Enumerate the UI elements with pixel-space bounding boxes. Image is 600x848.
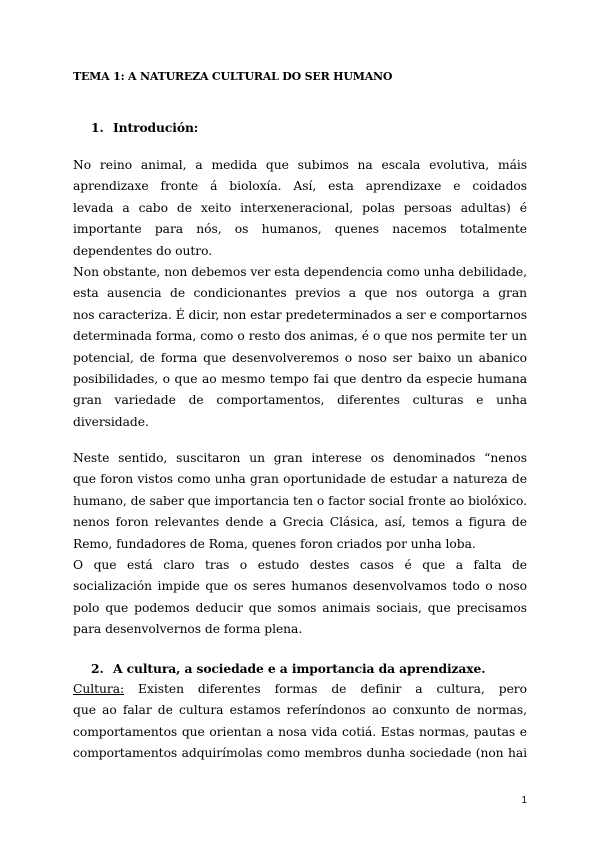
text-line: Neste sentido, suscitaron un gran interese os denominados “nenos: [73, 451, 527, 465]
text-line: potencial, de forma que desenvolveremos o noso ser baixo un abanico: [73, 350, 527, 365]
text-line: nos caracteriza. É dicir, non estar predeterminados a ser e comportarnos: [73, 307, 527, 322]
text-line: socialización impide que os seres humanos desenvolvamos todo o noso: [73, 579, 527, 594]
paragraph-feral-children: [73, 448, 527, 641]
text-line: nenos foron relevantes dende a Grecia Clásica, así, temos a figura de: [73, 515, 527, 530]
text-line: polo que podemos deducir que somos animais sociais, que precisamos: [73, 600, 527, 615]
section-heading-1: [91, 120, 198, 135]
text-line: posibilidades, o que ao mesmo tempo fai que dentro da especie humana: [73, 371, 527, 386]
text-line: para desenvolvernos de forma plena.: [73, 622, 303, 637]
text-line: esta ausencia de condicionantes previos a que nos outorga a gran: [73, 286, 527, 301]
text-span: Existen diferentes formas de definir a cultura, pero: [138, 682, 527, 696]
text-line: O que está claro tras o estudo destes casos é que a falta de: [73, 557, 527, 572]
text-line: gran variedade de comportamentos, diferentes culturas e unha: [73, 393, 527, 408]
text-line: dependentes do outro.: [73, 243, 213, 258]
document-title: TEMA 1: A NATUREZA CULTURAL DO SER HUMANO: [73, 70, 393, 83]
text-line: importante para nós, os humanos, quenes nacemos totalmente: [73, 222, 527, 237]
section-number: 1.: [91, 120, 104, 135]
paragraph-culture: [73, 679, 527, 765]
term-culture: Cultura:: [73, 682, 125, 696]
section-number: 2.: [91, 661, 104, 676]
text-line: Non obstante, non debemos ver esta dependencia como unha debilidade,: [73, 264, 527, 279]
paragraph-introduction: [73, 155, 527, 433]
text-line: determinada forma, como o resto dos animas, é o que nos permite ter un: [73, 329, 527, 344]
text-line: comportamentos que orientan a nosa vida cotiá. Estas normas, pautas e: [73, 724, 527, 739]
text-line: Remo, fundadores de Roma, quenes foron criados por unha loba.: [73, 536, 476, 551]
text-line: diversidade.: [73, 414, 149, 429]
text-line: aprendizaxe fronte á bioloxía. Así, esta aprendizaxe e coidados: [73, 179, 527, 194]
text-line: levada a cabo de xeito interxeneracional, polas persoas adultas) é: [73, 200, 527, 215]
text-line: comportamentos adquirímolas como membros dunha sociedade (non hai: [73, 746, 527, 761]
text-line: humano, de saber que importancia ten o factor social fronte ao biolóxico.: [73, 493, 527, 508]
text-line: [73, 679, 527, 700]
section-title: A cultura, a sociedade e a importancia da aprendizaxe.: [113, 661, 486, 676]
section-title: Introdución:: [113, 120, 199, 135]
text-line: que foron vistos como unha gran oportunidade de estudar a natureza de: [73, 472, 527, 487]
page-number: 1: [521, 795, 527, 806]
text-line: que ao falar de cultura estamos referíndonos ao conxunto de normas,: [73, 703, 527, 718]
section-heading-2: [91, 661, 485, 676]
text-line: No reino animal, a medida que subimos na escala evolutiva, máis: [73, 158, 527, 172]
